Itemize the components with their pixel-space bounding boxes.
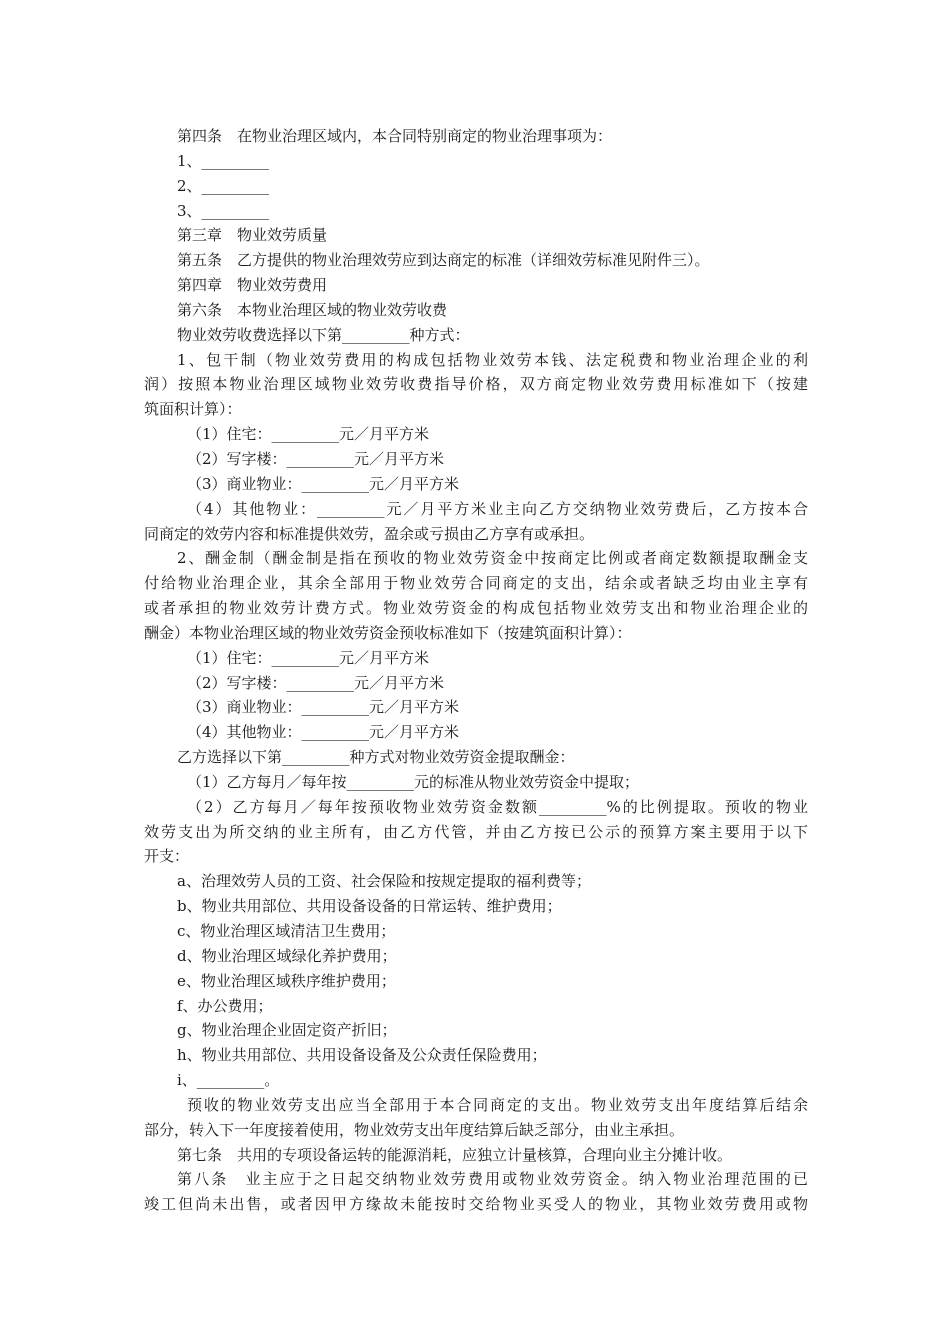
text-line: （2）写字楼：_________元／月平方米 [187, 449, 445, 468]
text-line: 或者承担的物业效劳计费方式。物业效劳资金的构成包括物业效劳支出和物业治理企业的 [144, 599, 808, 618]
text-line: e、物业治理区域秩序维护费用； [177, 971, 396, 990]
text-line: （3）商业物业：_________元／月平方米 [187, 698, 460, 717]
text-line: 开支： [144, 847, 190, 866]
text-line: 第五条 乙方提供的物业治理效劳应到达商定的标准（详细效劳标准见附件三）。 [177, 251, 710, 270]
text-line: 第四条 在物业治理区域内，本合同特别商定的物业治理事项为： [177, 127, 613, 145]
text-line: 物业效劳收费选择以下第_________种方式： [177, 325, 470, 344]
text-line: b、物业共用部位、共用设备设备的日常运转、维护费用； [177, 897, 562, 916]
text-line: 3、_________ [177, 201, 270, 220]
text-line: （4）其他物业：_________元／月平方米 [187, 723, 460, 742]
text-line: d、物业治理区域绿化养护费用； [177, 946, 397, 965]
text-line: g、物业治理企业固定资产折旧； [177, 1021, 397, 1040]
text-line: 第八条 业主应于之日起交纳物业效劳费用或物业效劳资金。纳入物业治理范围的已 [177, 1170, 808, 1189]
text-line: a、治理效劳人员的工资、社会保险和按规定提取的福利费等； [177, 872, 591, 891]
text-line: （3）商业物业：_________元／月平方米 [187, 474, 460, 493]
text-line: 第四章 物业效劳费用 [177, 276, 328, 295]
text-line: 2、_________ [177, 176, 270, 195]
document-body [144, 124, 808, 1217]
text-line: （1）乙方每月／每年按_________元的标准从物业效劳资金中提取； [187, 772, 640, 791]
text-line: 同商定的效劳内容和标准提供效劳，盈余或亏损由乙方享有或承担。 [144, 524, 595, 543]
text-line: 润）按照本物业治理区域物业效劳收费指导价格，双方商定物业效劳费用标准如下（按建 [144, 375, 808, 394]
text-line: i、_________。 [177, 1071, 280, 1090]
text-line: 酬金）本物业治理区域的物业效劳资金预收标准如下（按建筑面积计算）： [144, 623, 632, 642]
text-line: 预收的物业效劳支出应当全部用于本合同商定的支出。物业效劳支出年度结算后结余 [187, 1095, 808, 1114]
text-line: 2、酬金制（酬金制是指在预收的物业效劳资金中按商定比例或者商定数额提取酬金支 [177, 549, 808, 568]
text-line: 第七条 共用的专项设备运转的能源消耗，应独立计量核算，合理向业主分摊计收。 [177, 1145, 733, 1164]
text-line: 第三章 物业效劳质量 [177, 226, 328, 245]
text-line: h、物业共用部位、共用设备设备及公众责任保险费用； [177, 1046, 547, 1065]
text-line: （1）住宅：_________元／月平方米 [187, 425, 430, 444]
text-line: （1）住宅：_________元／月平方米 [187, 648, 430, 667]
text-line: 乙方选择以下第_________种方式对物业效劳资金提取酬金： [177, 748, 575, 767]
text-line: 1、包干制（物业效劳费用的构成包括物业效劳本钱、法定税费和物业治理企业的利 [177, 350, 808, 369]
text-line: 部分，转入下一年度接着使用，物业效劳支出年度结算后缺乏部分，由业主承担。 [144, 1120, 685, 1139]
text-line: 付给物业治理企业，其余全部用于物业效劳合同商定的支出，结余或者缺乏均由业主享有 [144, 574, 808, 593]
text-line: 筑面积计算）： [144, 400, 242, 419]
text-line: c、物业治理区域清洁卫生费用； [177, 922, 396, 940]
text-line: 第六条 本物业治理区域的物业效劳收费 [177, 300, 448, 319]
text-line: （4）其他物业：_________元／月平方米业主向乙方交纳物业效劳费后，乙方按本合 [187, 499, 808, 518]
text-line: （2）写字楼：_________元／月平方米 [187, 673, 445, 692]
text-line: f、办公费用； [177, 996, 273, 1015]
text-line: 效劳支出为所交纳的业主所有，由乙方代管，并由乙方按已公示的预算方案主要用于以下 [144, 822, 808, 841]
text-line: 1、_________ [177, 151, 270, 170]
text-line: 竣工但尚未出售，或者因甲方缘故未能按时交给物业买受人的物业，其物业效劳费用或物 [144, 1195, 808, 1214]
text-line: （2）乙方每月／每年按预收物业效劳资金数额_________%的比例提取。预收的物业 [187, 797, 808, 816]
